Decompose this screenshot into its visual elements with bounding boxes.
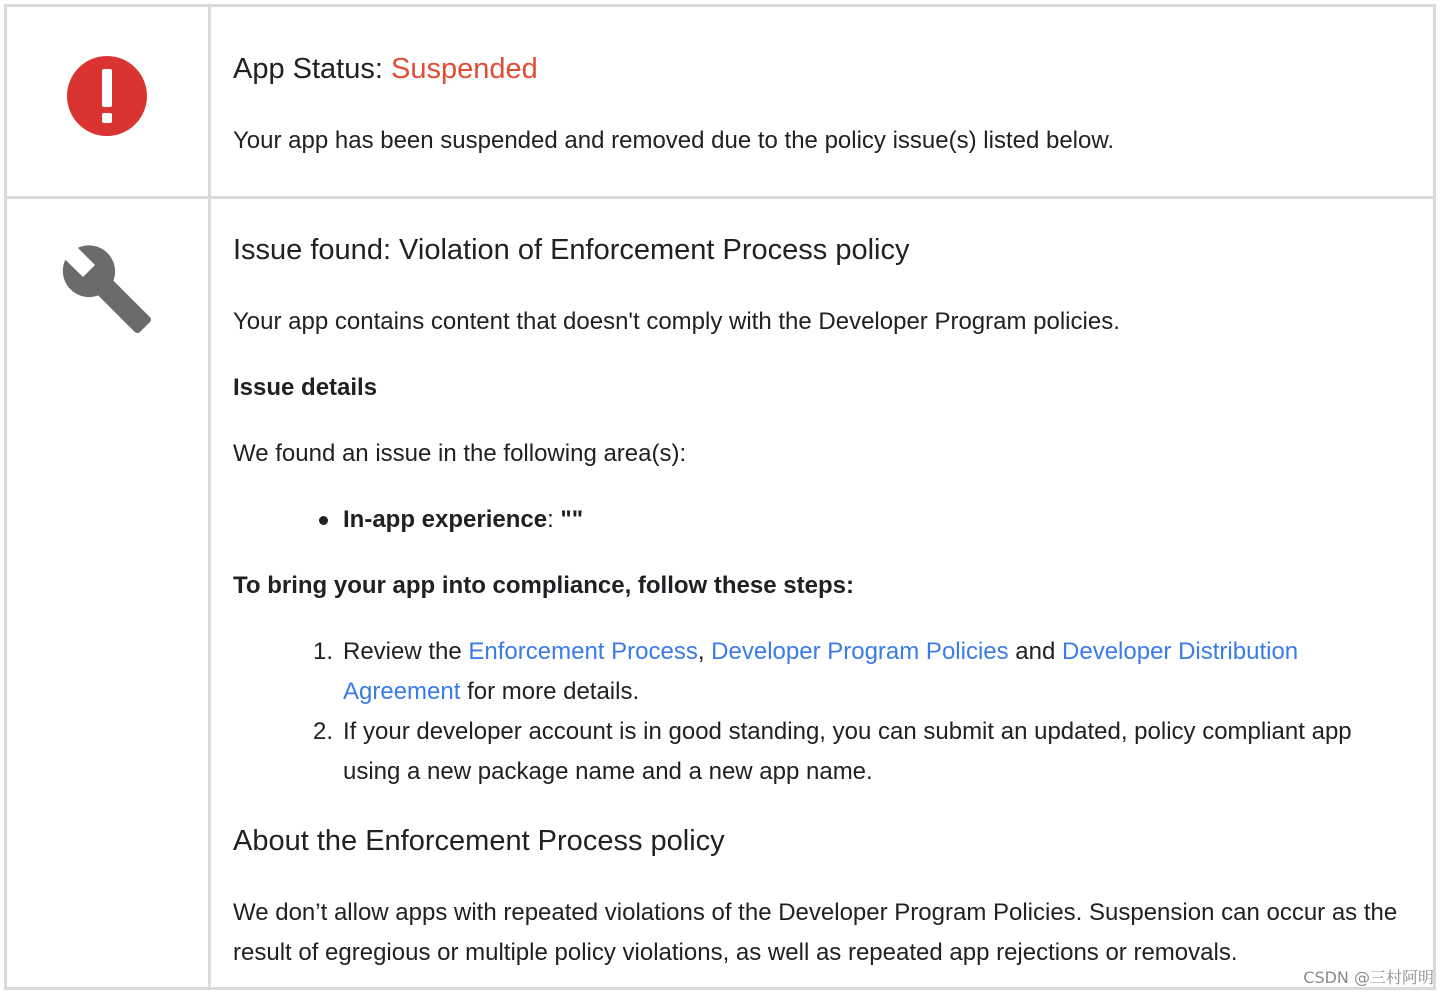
step-number: 2.: [313, 718, 334, 745]
area-value: "": [560, 506, 584, 533]
developer-program-policies-link[interactable]: Developer Program Policies: [711, 638, 1009, 665]
issue-row: [7, 199, 1433, 987]
step-number: 1.: [313, 638, 334, 665]
steps-heading: To bring your app into compliance, follow these steps:: [233, 572, 854, 599]
watermark: CSDN @三村阿明: [1303, 968, 1434, 987]
list-item: [317, 500, 583, 540]
area-separator: :: [547, 506, 561, 533]
status-label: App Status:: [233, 53, 391, 85]
issue-areas-list: [317, 500, 583, 540]
area-name: In-app experience: [343, 506, 548, 533]
step-item-1: [313, 632, 1393, 712]
status-heading: [233, 51, 538, 87]
issue-summary: Your app contains content that doesn't comply with the Developer Program policies.: [233, 308, 1120, 335]
step-prefix: Review the: [343, 638, 469, 665]
step-sep-1: ,: [697, 638, 712, 665]
about-heading: About the Enforcement Process policy: [233, 825, 725, 857]
issue-details-heading: Issue details: [233, 374, 378, 401]
developer-distribution-agreement-link[interactable]: Developer Distribution Agreement: [343, 638, 1299, 705]
issue-title: Issue found: Violation of Enforcement Process policy: [233, 234, 910, 266]
status-description: Your app has been suspended and removed due to the policy issue(s) listed below.: [233, 127, 1115, 154]
step-text: If your developer account is in good standing, you can submit an updated, policy compliant app using a new package name and a new app name.: [343, 718, 1352, 785]
about-text: We don’t allow apps with repeated violations of the Developer Program Policies. Suspension can occur as the result of egregious or multiple policy violations, as well as repeated app rejections or removals.: [233, 899, 1398, 966]
status-icon-cell: [7, 7, 211, 196]
error-icon: [66, 55, 148, 137]
steps-list: [313, 632, 1393, 792]
wrench-icon: [59, 241, 155, 337]
enforcement-process-link[interactable]: Enforcement Process: [468, 638, 698, 665]
status-row: [7, 7, 1433, 199]
issue-icon-cell: [7, 199, 211, 987]
step-sep-2: and: [1008, 638, 1063, 665]
step-item-2: [313, 712, 1393, 792]
status-value: Suspended: [391, 53, 538, 85]
step-suffix: for more details.: [460, 678, 640, 705]
issue-areas-intro: We found an issue in the following area(s):: [233, 440, 687, 467]
policy-notice-table: [4, 4, 1436, 990]
bullet-icon: [319, 516, 328, 525]
